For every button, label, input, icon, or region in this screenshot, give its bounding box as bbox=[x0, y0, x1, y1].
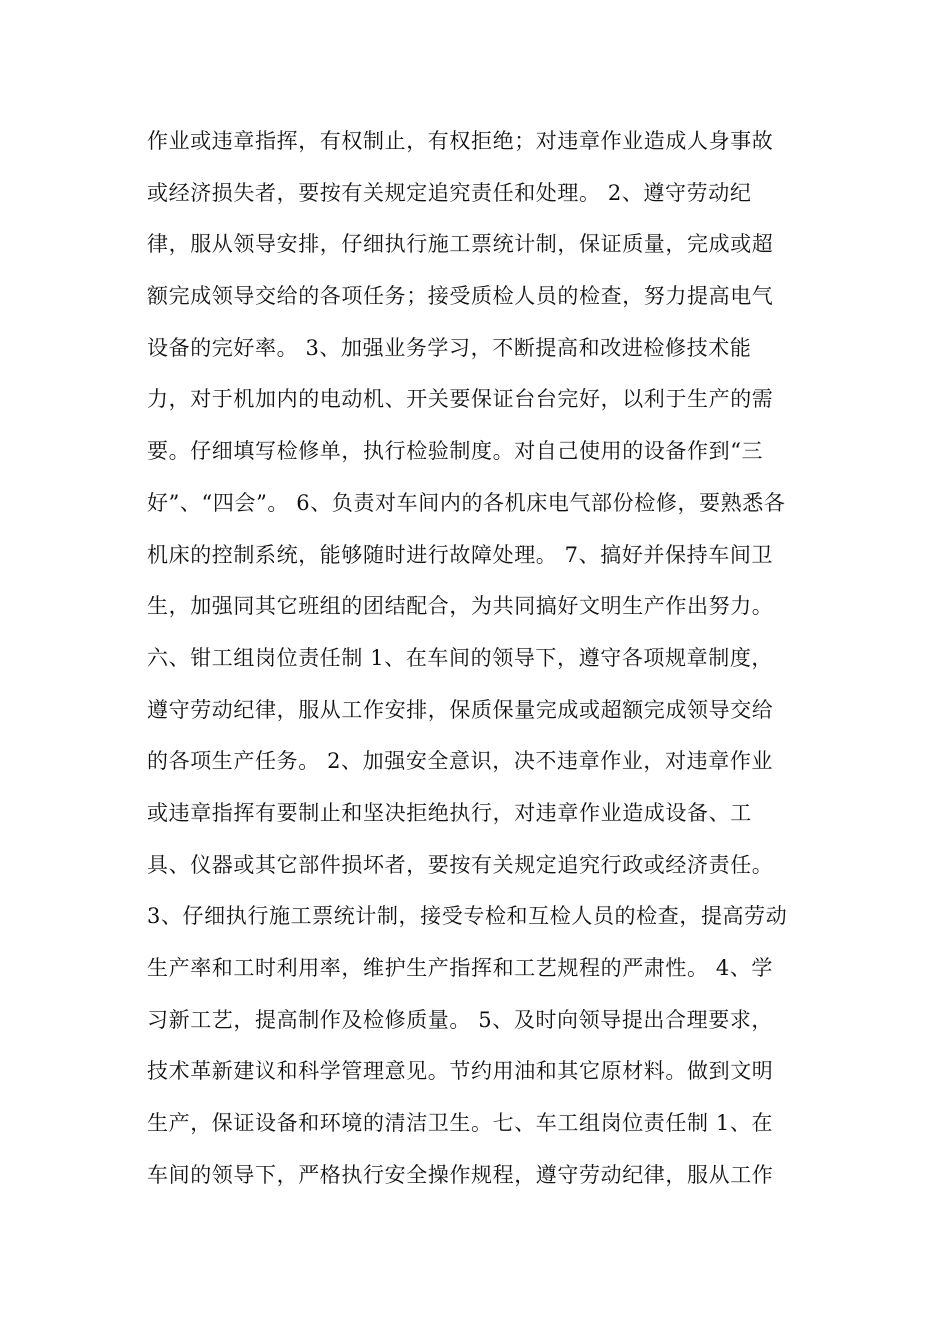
text-line-2: 或经济损失者，要按有关规定追究责任和处理。 2、遵守劳动纪 bbox=[147, 180, 752, 205]
text-line-15: 具、仪器或其它部件损坏者，要按有关规定追究行政或经济责任。 bbox=[147, 852, 774, 877]
text-line-20: 生产，保证设备和环境的清洁卫生。七、车工组岗位责任制 1、在 bbox=[147, 1111, 774, 1136]
text-line-18: 习新工艺，提高制作及检修质量。 5、及时向领导提出合理要求， bbox=[147, 1007, 774, 1032]
text-line-5: 设备的完好率。 3、加强业务学习，不断提高和改进检修技术能 bbox=[147, 335, 752, 360]
text-line-11: 六、钳工组岗位责任制 1、在车间的领导下，遵守各项规章制度， bbox=[147, 645, 774, 670]
text-line-10: 生，加强同其它班组的团结配合，为共同搞好文明生产作出努力。 bbox=[147, 594, 774, 619]
text-line-12: 遵守劳动纪律，服从工作安排，保质保量完成或超额完成领导交给 bbox=[147, 697, 774, 722]
text-line-17: 生产率和工时利用率，维护生产指挥和工艺规程的严肃性。 4、学 bbox=[147, 956, 774, 980]
text-line-4: 额完成领导交给的各项任务；接受质检人员的检查，努力提高电气 bbox=[147, 284, 774, 309]
text-line-16: 3、仔细执行施工票统计制，接受专检和互检人员的检查，提高劳动 bbox=[147, 904, 788, 929]
text-line-19: 技术革新建议和科学管理意见。节约用油和其它原材料。做到文明 bbox=[147, 1059, 774, 1084]
body-text bbox=[147, 116, 817, 1201]
text-line-7: 要。仔细填写检修单，执行检验制度。对自己使用的设备作到“三 bbox=[147, 439, 764, 464]
text-line-3: 律，服从领导安排，仔细执行施工票统计制，保证质量，完成或超 bbox=[147, 232, 774, 257]
text-line-1: 作业或违章指挥，有权制止，有权拒绝；对违章作业造成人身事故 bbox=[147, 129, 774, 153]
text-line-6: 力，对于机加内的电动机、开关要保证台台完好，以利于生产的需 bbox=[147, 387, 774, 412]
text-line-14: 或违章指挥有要制止和坚决拒绝执行，对违章作业造成设备、工 bbox=[147, 800, 752, 825]
text-line-8: 好”、“四会”。 6、负责对车间内的各机床电气部份检修，要熟悉各 bbox=[147, 490, 786, 515]
text-line-9: 机床的控制系统，能够随时进行故障处理。 7、搞好并保持车间卫 bbox=[147, 542, 774, 567]
text-line-13: 的各项生产任务。 2、加强安全意识，决不违章作业，对违章作业 bbox=[147, 749, 774, 774]
text-line-21: 车间的领导下，严格执行安全操作规程，遵守劳动纪律，服从工作 bbox=[147, 1162, 774, 1187]
